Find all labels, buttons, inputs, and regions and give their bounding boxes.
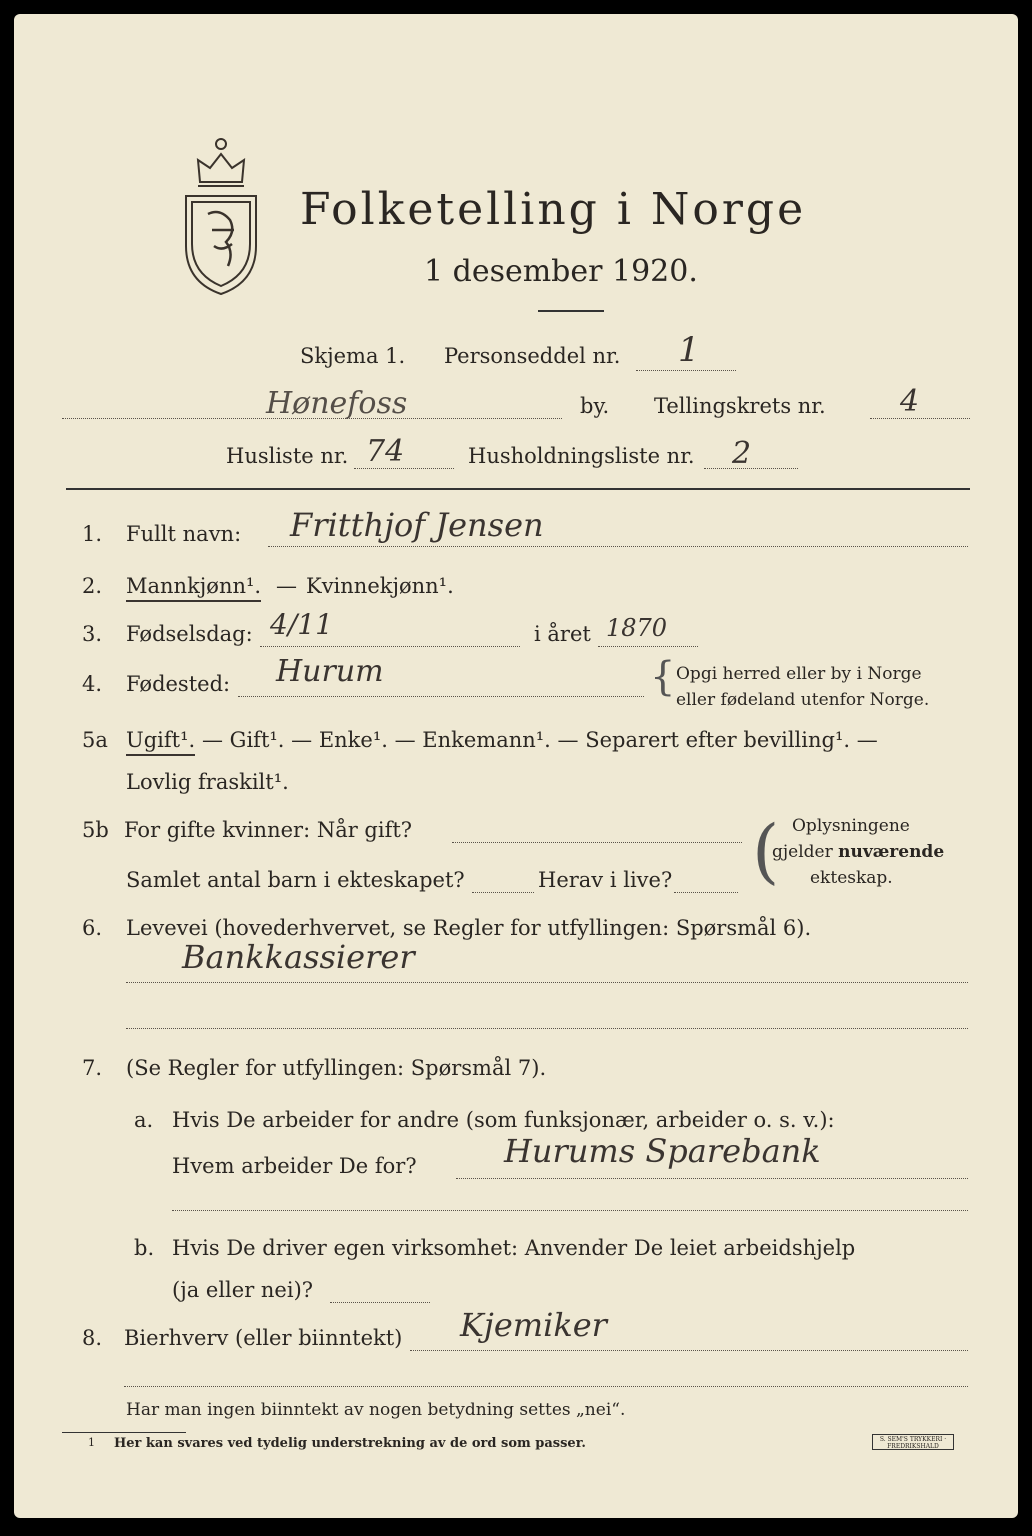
form-title: Folketelling i Norge [300, 184, 807, 235]
coat-of-arms-icon [178, 134, 264, 298]
q1-number: 1. [82, 522, 103, 546]
personseddel-value[interactable]: 1 [678, 330, 700, 370]
husliste-label: Husliste nr. [226, 444, 349, 468]
q7b-line2: (ja eller nei)? [172, 1278, 314, 1302]
q1-fullname-value[interactable]: Fritthjof Jensen [290, 506, 544, 544]
q7a-letter: a. [134, 1108, 154, 1132]
by-label: by. [580, 394, 610, 418]
husholdning-value[interactable]: 2 [732, 436, 752, 471]
tellingskrets-value[interactable]: 4 [900, 384, 920, 419]
q7-label: (Se Regler for utfyllingen: Spørsmål 7). [126, 1056, 547, 1080]
q4-birthplace-value[interactable]: Hurum [276, 654, 384, 689]
q5b-brace: ( [752, 810, 780, 892]
q7a-line2: Hvem arbeider De for? [172, 1154, 417, 1178]
by-value[interactable]: Hønefoss [266, 386, 408, 421]
q5b-number: 5b [82, 818, 109, 842]
q3-number: 3. [82, 622, 103, 646]
footnote-text: Her kan svares ved tydelig understrekning av de ord som passer. [114, 1436, 586, 1451]
q5a-other-options[interactable]: — Gift¹. — Enke¹. — Enkemann¹. — Separert efter bevilling¹. — [202, 728, 878, 752]
q5b-line2-children: Samlet antal barn i ekteskapet? [126, 868, 465, 892]
q7-number: 7. [82, 1056, 103, 1080]
q4-number: 4. [82, 672, 103, 696]
husliste-value[interactable]: 74 [366, 434, 405, 469]
q2-number: 2. [82, 574, 103, 598]
q1-label: Fullt navn: [126, 522, 242, 546]
husholdning-label: Husholdningsliste nr. [468, 444, 695, 468]
q5a-number: 5a [82, 728, 108, 752]
header-rule [66, 488, 970, 490]
q8-sideline-value[interactable]: Kjemiker [460, 1306, 607, 1344]
q6-occupation-value[interactable]: Bankkassierer [182, 938, 415, 976]
q2-mannkjonn-option[interactable]: Mannkjønn¹. [126, 574, 261, 602]
q7a-line1: Hvis De arbeider for andre (som funksjonær, arbeider o. s. v.): [172, 1108, 835, 1132]
q7b-letter: b. [134, 1236, 155, 1260]
q2-kvinnekjonn-option[interactable]: Kvinnekjønn¹. [306, 574, 454, 598]
q4-label: Fødested: [126, 672, 231, 696]
q6-label: Levevei (hovederhvervet, se Regler for utfyllingen: Spørsmål 6). [126, 916, 812, 940]
footnote-mark: 1 [88, 1436, 95, 1449]
title-divider [538, 310, 604, 312]
tellingskrets-label: Tellingskrets nr. [654, 394, 826, 418]
personseddel-label: Personseddel nr. [444, 344, 621, 368]
q5b-line2-alive: Herav i live? [538, 868, 673, 892]
q3-year-label: i året [534, 622, 591, 646]
q8-number: 8. [82, 1326, 103, 1350]
census-date: 1 desember 1920. [424, 254, 698, 289]
q5b-note-line2: gjelder nuværende [772, 842, 945, 862]
q3-label: Fødselsdag: [126, 622, 253, 646]
q5b-line1: For gifte kvinner: Når gift? [124, 818, 413, 842]
q2-separator: — [276, 574, 297, 598]
q4-note-line1: Opgi herred eller by i Norge [676, 664, 922, 684]
q5a-fraskilt-option[interactable]: Lovlig fraskilt¹. [126, 770, 289, 794]
q7b-line1: Hvis De driver egen virksomhet: Anvender De leiet arbeidshjelp [172, 1236, 856, 1260]
skjema-label: Skjema 1. [300, 344, 406, 368]
q3-birthday-value[interactable]: 4/11 [270, 608, 333, 641]
footer-note: Har man ingen biinntekt av nogen betydning settes „nei“. [126, 1400, 626, 1420]
q5b-note-line3: ekteskap. [810, 868, 893, 888]
census-form-page [14, 14, 1018, 1518]
q5a-ugift-option[interactable]: Ugift¹. [126, 728, 195, 756]
q6-number: 6. [82, 916, 103, 940]
q7a-employer-value[interactable]: Hurums Sparebank [504, 1132, 821, 1170]
q4-note-line2: eller fødeland utenfor Norge. [676, 690, 930, 710]
q5b-note-line1: Oplysningene [792, 816, 910, 836]
q8-label: Bierhverv (eller biinntekt) [124, 1326, 403, 1350]
q3-year-value[interactable]: 1870 [606, 614, 668, 642]
printer-stamp: S. SEM'S TRYKKERI · FREDRIKSHALD [872, 1434, 954, 1450]
footnote-rule [62, 1432, 186, 1433]
q4-brace: { [650, 654, 676, 700]
